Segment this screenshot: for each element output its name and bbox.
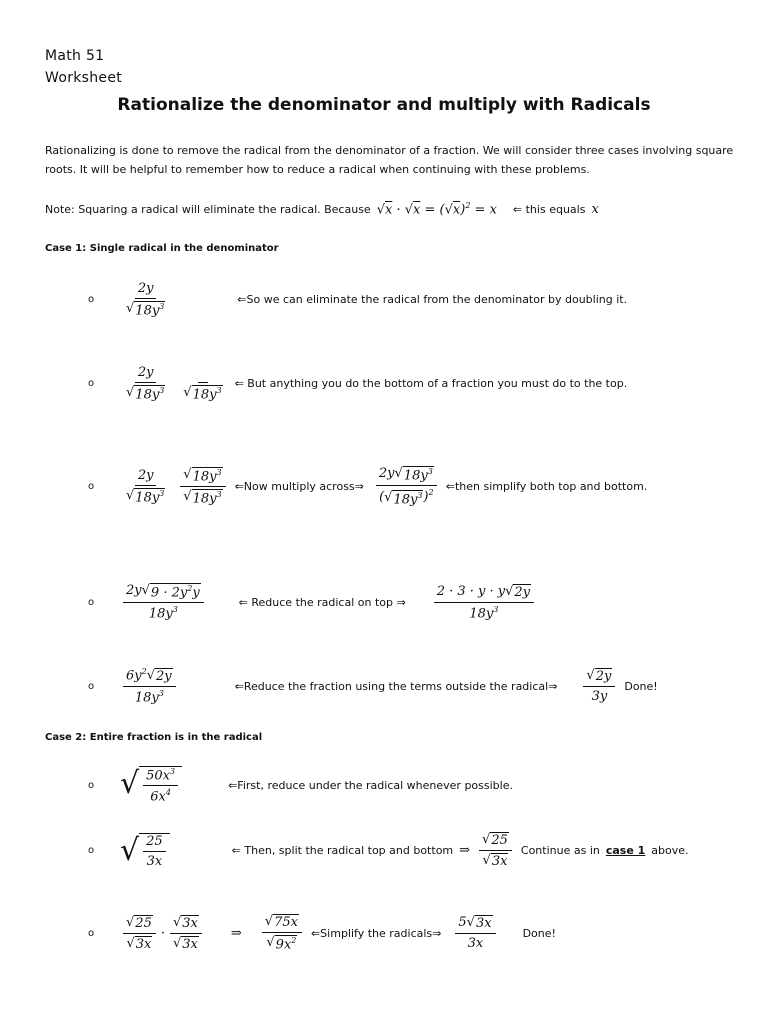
bullet: o [88,927,95,939]
case1-reference: case 1 [605,844,646,857]
fraction-root75x-root9x2: √ 75x √ $9x^2$ [262,914,302,952]
radical-fraction-50x3-6x4: √ $\frac{50x^3}{6x^4}$ [120,766,182,805]
bullet: o [88,378,95,390]
case1-step1-text: ⇐So we can eliminate the radical from the denominator by doubling it. [237,293,628,307]
case2-step1-text: ⇐First, reduce under the radical whenever possible. [228,778,513,792]
bullet: o [88,294,95,306]
note-text: Note: Squaring a radical will eliminate the radical. Because [45,202,371,216]
case1-step4 [88,583,537,622]
case2-step3 [88,914,556,952]
note-line [45,201,599,217]
implies-arrow: ⇒ [459,843,471,858]
fraction-multiplied: 2y √ $18y^3$ ( √ $18y^3$ )$^2$ [376,466,437,507]
intro-paragraph: Rationalizing is done to remove the radical from the denominator of a fraction. We will consider three cases involving square roots. It will be helpful to remember how to reduce a radical when continuing with these problems. [45,144,734,176]
case2-step1 [88,766,513,805]
bullet: o [88,596,95,608]
note-arrow-text: ⇐ this equals [512,202,586,216]
fraction-blank-over-root18y3: √ $18y^3$ [180,365,225,402]
fraction-radical-top: 2y √ $9 \cdot 2y^2y$ $18y^3$ [123,583,204,622]
fraction-split-radicals: √ 25 √ 3x [479,832,512,869]
course-label: Math 51 [45,48,105,64]
case1-step1 [88,281,627,318]
case2-heading: Case 2: Entire fraction is in the radical [45,732,263,743]
case1-step2-text: ⇐ But anything you do the bottom of a fraction you must do to the top. [234,377,628,391]
times-dot: · [160,925,165,941]
fraction-2y-over-root18y3: 2y √ $18y^3$ [126,467,165,506]
implies-arrow: ⇒ [230,925,242,941]
radical-fraction-25-3x: √ $\frac{25}{3x}$ [120,833,170,869]
case2-done: Done! [522,926,556,940]
fraction-root-over-root: √ $18y^3$ √ $18y^3$ [180,467,225,507]
note-equation: $√x \cdot √x = (√x)^2 = x$ [376,201,497,218]
fraction-root3x-root3x: √ 3x √ 3x [170,915,202,952]
case2-step2 [88,832,689,869]
case2-continue-text: Continue as in [520,844,600,857]
note-var: x [591,201,599,217]
bullet: o [88,779,95,791]
fraction-2y-over-root18y3: 2y √ $18y^3$ [126,281,165,319]
fraction-final-case2: 5 √ 3x 3x [455,915,495,951]
fraction-6y2-root2y: $6y^2$ √ 2y $18y^3$ [123,667,176,706]
case1-step4-text: ⇐ Reduce the radical on top ⇒ [238,595,406,609]
case2-step2-text: ⇐ Then, split the radical top and bottom [231,844,454,857]
case1-heading: Case 1: Single radical in the denominator [45,243,279,254]
page-title: Rationalize the denominator and multiply with Radicals [117,95,651,115]
case1-step5 [88,667,658,706]
case1-step3 [88,466,647,507]
bullet: o [88,845,95,856]
fraction-root25-root3x: √ 25 √ 3x [123,915,156,952]
doc-type-label: Worksheet [45,70,123,86]
case1-step3-text: ⇐Now multiply across⇒ [234,479,364,493]
case1-step2 [88,365,627,402]
fraction-2y-over-root18y3: 2y √ $18y^3$ [126,365,165,403]
case1-step3b-text: ⇐then simplify both top and bottom. [445,479,648,493]
case1-step5-text: ⇐Reduce the fraction using the terms outside the radical⇒ [234,679,558,693]
fraction-final-case1: √ 2y 3y [583,668,615,704]
case1-done: Done! [624,679,658,693]
bullet: o [88,680,95,692]
case2-above-text: above. [651,844,689,857]
bullet: o [88,480,95,492]
fraction-reduced-top: 2 · 3 · y · y √ 2y $18y^3$ [434,584,534,621]
case2-step3-text: ⇐Simplify the radicals⇒ [310,926,442,940]
